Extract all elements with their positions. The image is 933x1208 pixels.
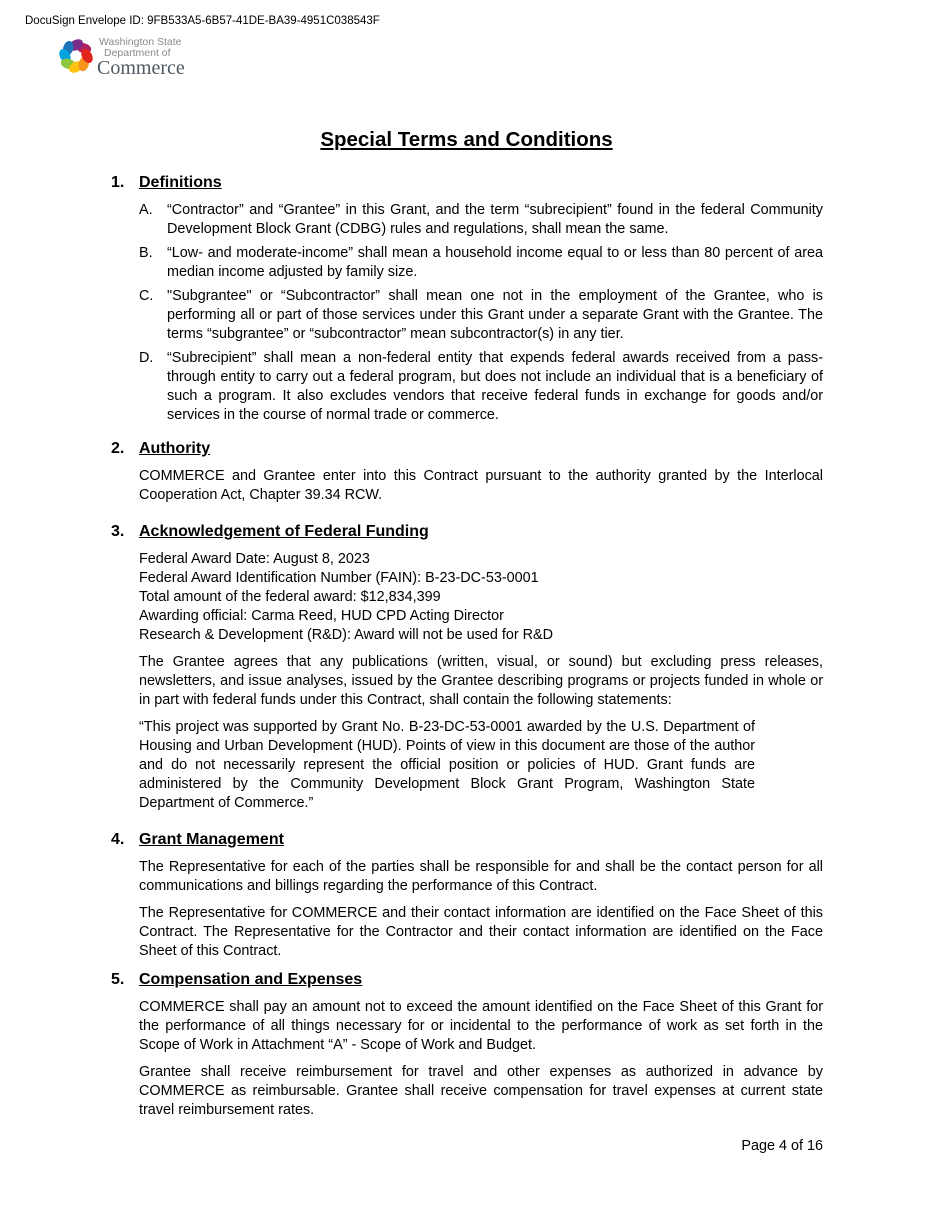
list-letter: A.	[139, 202, 153, 218]
authority-body	[139, 467, 823, 505]
paragraph: COMMERCE shall pay an amount not to exceed the amount identified on the Face Sheet of this Grant for the performance of all things necessary for or incidental to the performance of work as set forth in the Scope of Work in Attachment “A” - Scope of Work and Budget.	[139, 999, 823, 1053]
section-title: Definitions	[139, 174, 222, 191]
section-3-heading	[111, 521, 823, 543]
award-details	[139, 550, 823, 645]
list-text: “Low- and moderate-income” shall mean a household income equal to or less than 80 percent of area median income adjusted by family size.	[167, 245, 823, 280]
section-number: 2.	[111, 440, 125, 457]
section-number: 5.	[111, 971, 125, 988]
section-title: Acknowledgement of Federal Funding	[139, 523, 429, 540]
required-statement-quote: “This project was supported by Grant No. B-23-DC-53-0001 awarded by the U.S. Department of Housing and Urban Development (HUD). Points of view in this document are those of the author and do not necessarily represent the official position or policies of HUD. Grant funds are administered by the Community Development Block Grant Program, Washington State Department of Commerce.”	[139, 719, 755, 811]
definitions-list	[139, 201, 823, 425]
commerce-logo	[57, 37, 207, 79]
section-title: Grant Management	[139, 831, 284, 848]
document-body	[111, 172, 823, 1128]
section-1-heading	[111, 172, 823, 194]
list-item	[139, 349, 823, 425]
page-number: Page 4 of 16	[741, 1138, 823, 1154]
section-number: 3.	[111, 523, 125, 540]
award-amount: Total amount of the federal award: $12,834,399	[139, 589, 441, 605]
list-letter: B.	[139, 245, 153, 261]
section-4-heading	[111, 829, 823, 851]
award-fain: Federal Award Identification Number (FAIN): B-23-DC-53-0001	[139, 570, 539, 586]
section-title: Authority	[139, 440, 211, 457]
list-text: “Contractor” and “Grantee” in this Grant, and the term “subrecipient” found in the federal Community Development Block Grant (CDBG) rules and regulations, shall mean the same.	[167, 202, 823, 237]
compensation-body	[139, 998, 823, 1120]
paragraph: The Representative for each of the parties shall be responsible for and shall be the contact person for all communications and billings regarding the performance of this Contract.	[139, 859, 823, 894]
document-title: Special Terms and Conditions	[320, 128, 613, 151]
list-item	[139, 201, 823, 239]
awarding-official: Awarding official: Carma Reed, HUD CPD Acting Director	[139, 608, 504, 624]
grant-management-body	[139, 858, 823, 961]
paragraph: COMMERCE and Grantee enter into this Contract pursuant to the authority granted by the Interlocal Cooperation Act, Chapter 39.34 RCW.	[139, 468, 823, 503]
section-number: 1.	[111, 174, 125, 191]
paragraph: The Representative for COMMERCE and their contact information are identified on the Face Sheet of this Contract. The Representative for the Contractor and their contact information are identified on the Face Sheet of this Contract.	[139, 905, 823, 959]
federal-funding-body	[139, 550, 823, 710]
section-2-heading	[111, 438, 823, 460]
list-text: “Subrecipient” shall mean a non-federal entity that expends federal awards received from a pass-through entity to carry out a federal program, but does not include an individual that is a beneficiary of such a program. It also excludes vendors that receive federal funds in exchange for goods and/or services in the course of normal trade or commerce.	[167, 350, 823, 423]
section-number: 4.	[111, 831, 125, 848]
section-title: Compensation and Expenses	[139, 971, 363, 988]
logo-text-line1: Washington State	[99, 36, 182, 48]
list-letter: D.	[139, 350, 154, 366]
paragraph: The Grantee agrees that any publications (written, visual, or sound) but excluding press releases, newsletters, and issue analyses, issued by the Grantee describing programs or projects funded in whole or in part with federal funds under this Contract, shall contain the following statements:	[139, 654, 823, 708]
list-text: "Subgrantee" or “Subcontractor” shall mean one not in the employment of the Grantee, who is performing all or part of those services under this Grant under a separate Grant with the Grantee. The terms “subgrantee” or “subcontractor” mean subcontractor(s) in any tier.	[167, 288, 823, 342]
logo-text-line3: Commerce	[97, 57, 185, 79]
paragraph: Grantee shall receive reimbursement for travel and other expenses as authorized in advance by COMMERCE as reimbursable. Grantee shall receive compensation for travel expenses at current state travel reimbursement rates.	[139, 1064, 823, 1118]
list-item	[139, 287, 823, 344]
section-5-heading	[111, 969, 823, 991]
list-item	[139, 244, 823, 282]
award-date: Federal Award Date: August 8, 2023	[139, 551, 370, 567]
list-letter: C.	[139, 288, 154, 304]
research-development: Research & Development (R&D): Award will not be used for R&D	[139, 627, 554, 643]
logo-text-line2: Department of	[104, 47, 171, 59]
docusign-envelope-id: DocuSign Envelope ID: 9FB533A5-6B57-41DE-BA39-4951C038543F	[25, 15, 380, 27]
commerce-pinwheel-icon	[57, 37, 95, 75]
